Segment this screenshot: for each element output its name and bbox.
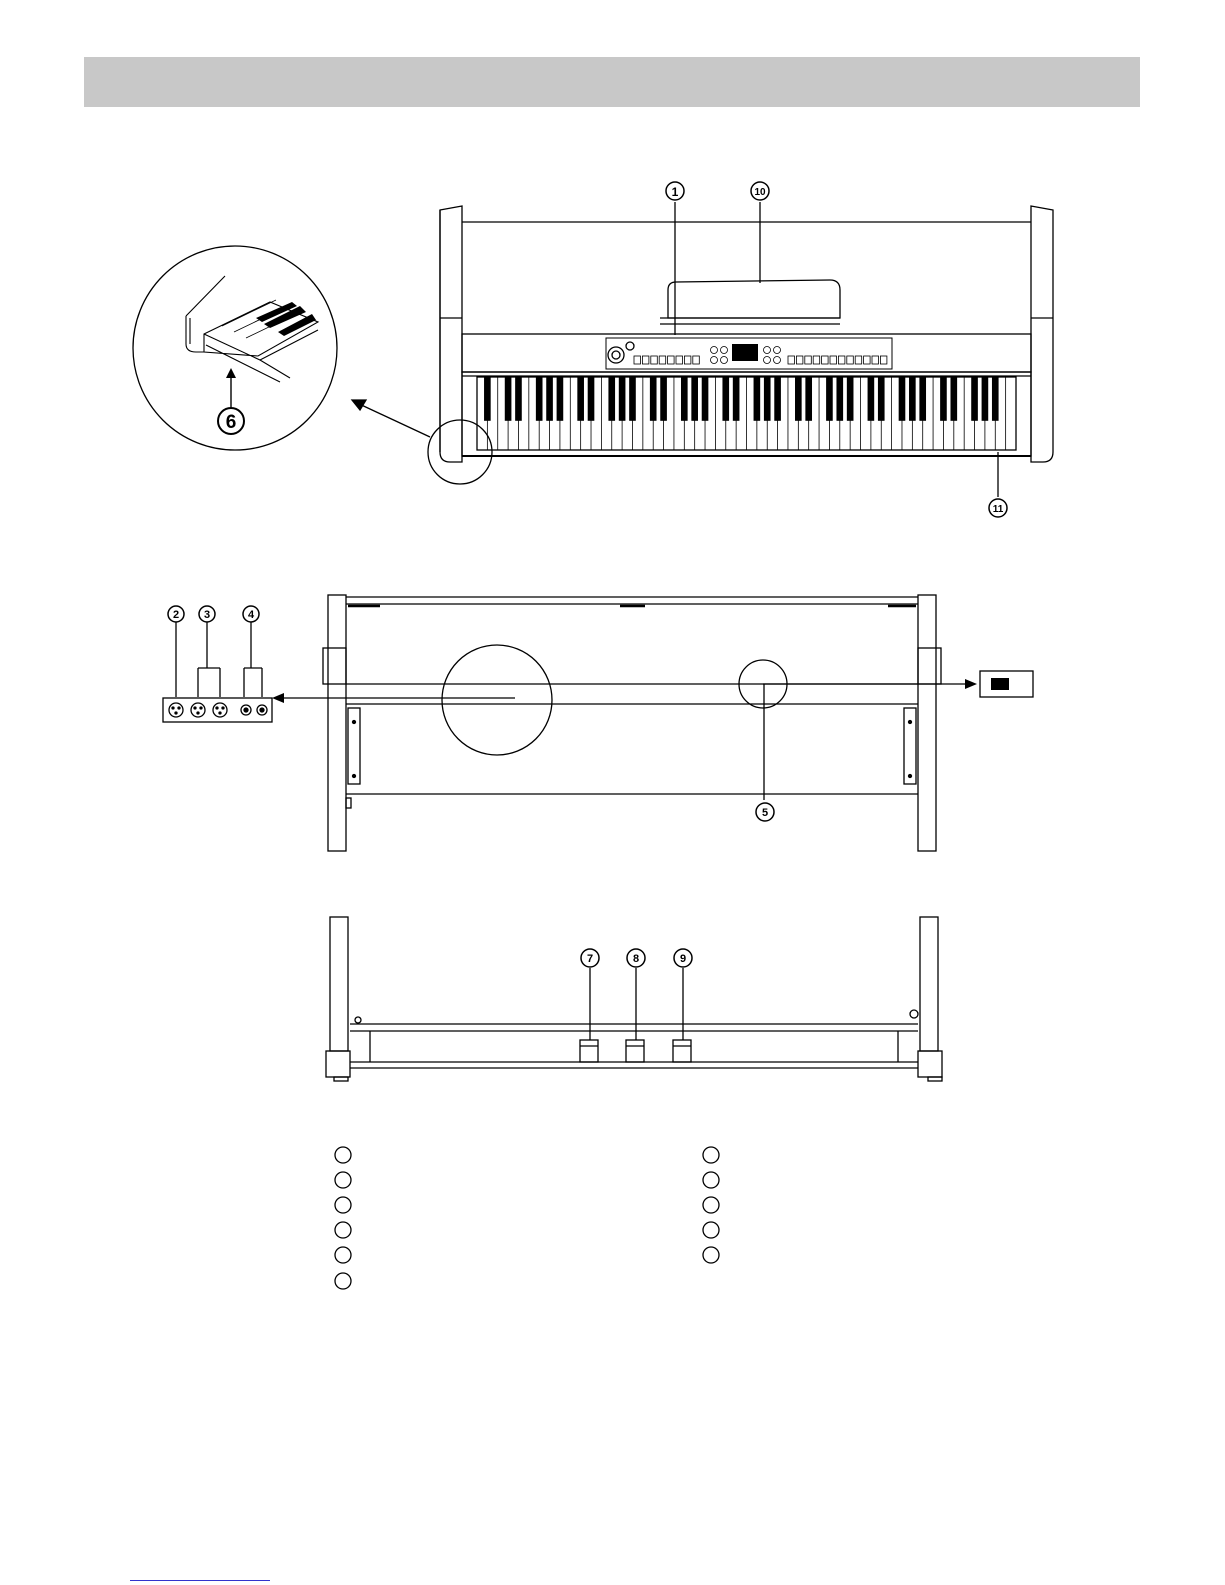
callout-11 (989, 499, 1007, 517)
callout-1-label: 1 (671, 185, 679, 199)
legend-item (703, 1247, 719, 1263)
front-left-panel (440, 206, 462, 462)
legend-item (335, 1172, 351, 1188)
midi-port-icon (169, 703, 183, 717)
panel-button (676, 356, 683, 364)
footer-link-underline[interactable] (130, 1580, 270, 1581)
black-key (733, 377, 740, 421)
black-key (681, 377, 688, 421)
callout-4 (243, 606, 259, 622)
callout-5-label: 5 (761, 807, 769, 819)
lcd-display (732, 344, 758, 361)
arrow-icon (965, 679, 977, 689)
panel-button (788, 356, 795, 364)
panel-button (872, 356, 879, 364)
black-key (836, 377, 843, 421)
io-zoom-circle (442, 645, 552, 755)
black-key (588, 377, 595, 421)
black-key (505, 377, 512, 421)
legend-item (335, 1222, 351, 1238)
panel-round-button (774, 357, 781, 364)
panel-button (822, 356, 829, 364)
panel-round-button (711, 357, 718, 364)
callout-5 (756, 803, 774, 821)
callout-4-label: 4 (247, 609, 255, 621)
black-key (826, 377, 833, 421)
panel-button (813, 356, 820, 364)
panel-round-button (764, 357, 771, 364)
legend-item (335, 1273, 351, 1289)
callout-3-label: 3 (203, 609, 211, 621)
black-key (619, 377, 626, 421)
legend-item (703, 1197, 719, 1213)
panel-button (830, 356, 837, 364)
panel-button (693, 356, 700, 364)
callout-9 (674, 949, 692, 967)
black-key (909, 377, 916, 421)
arrow-icon (272, 693, 284, 703)
black-key (546, 377, 553, 421)
panel-round-button (721, 347, 728, 354)
black-key (805, 377, 812, 421)
panel-button (668, 356, 675, 364)
legend-right-column (703, 1147, 719, 1263)
front-right-panel (1031, 206, 1053, 462)
legend (335, 1147, 719, 1289)
panel-round-button (711, 347, 718, 354)
callout-7-label: 7 (586, 953, 594, 965)
black-key (577, 377, 584, 421)
panel-button (805, 356, 812, 364)
black-key (764, 377, 771, 421)
panel-button (634, 356, 641, 364)
panel-button (880, 356, 887, 364)
black-key (940, 377, 947, 421)
volume-dial-icon (608, 347, 624, 363)
rear-left-leg (328, 595, 346, 851)
pedal-icon (626, 1040, 644, 1062)
callout-10-label: 10 (754, 187, 766, 198)
black-key (691, 377, 698, 421)
pedal-view (326, 917, 942, 1081)
black-key (536, 377, 543, 421)
rear-right-leg (918, 595, 936, 851)
callout-3 (199, 606, 215, 622)
panel-button (864, 356, 871, 364)
black-key (992, 377, 999, 421)
panel-buttons (634, 347, 887, 365)
panel-round-button (774, 347, 781, 354)
panel-button (651, 356, 658, 364)
music-rest (668, 280, 840, 318)
black-key (950, 377, 957, 421)
panel-button (659, 356, 666, 364)
panel-round-button (764, 347, 771, 354)
black-key (919, 377, 926, 421)
black-key (629, 377, 636, 421)
black-key (754, 377, 761, 421)
black-key (899, 377, 906, 421)
callout-8-label: 8 (632, 953, 640, 965)
legend-item (703, 1222, 719, 1238)
arrow-icon (352, 400, 366, 410)
black-key (484, 377, 491, 421)
black-key (982, 377, 989, 421)
black-key (774, 377, 781, 421)
panel-button (684, 356, 691, 364)
legend-item (335, 1197, 351, 1213)
panel-button (796, 356, 803, 364)
callout-9-label: 9 (679, 953, 687, 965)
callout-8 (627, 949, 645, 967)
panel-round-button (721, 357, 728, 364)
black-key (971, 377, 978, 421)
panel-button (847, 356, 854, 364)
black-key (722, 377, 729, 421)
callout-7 (581, 949, 599, 967)
midi-port-icon (191, 703, 205, 717)
legend-item (703, 1172, 719, 1188)
pedal-icon (580, 1040, 598, 1062)
legend-item (335, 1247, 351, 1263)
black-key (557, 377, 564, 421)
black-key (868, 377, 875, 421)
rear-view (163, 595, 1033, 851)
keyboard-keys (477, 377, 1016, 450)
panel-button (642, 356, 649, 364)
legend-item (703, 1147, 719, 1163)
black-key (608, 377, 615, 421)
callout-6 (218, 408, 244, 434)
legend-item (335, 1147, 351, 1163)
black-key (515, 377, 522, 421)
callout-2 (168, 606, 184, 622)
callout-6-label: 6 (225, 412, 237, 433)
callout-2-label: 2 (172, 609, 180, 621)
callout-10 (751, 182, 769, 200)
black-key (650, 377, 657, 421)
front-view (352, 206, 1053, 484)
pedal-icon (673, 1040, 691, 1062)
black-key (660, 377, 667, 421)
panel-button (855, 356, 862, 364)
midi-port-icon (213, 703, 227, 717)
black-key (847, 377, 854, 421)
black-key (795, 377, 802, 421)
legend-left-column (335, 1147, 351, 1289)
callout-1 (666, 182, 684, 200)
black-key (702, 377, 709, 421)
black-key (878, 377, 885, 421)
zoom-target-circle (428, 420, 492, 484)
panel-button (838, 356, 845, 364)
callout-11-label: 11 (992, 504, 1004, 515)
io-panel (163, 698, 272, 722)
